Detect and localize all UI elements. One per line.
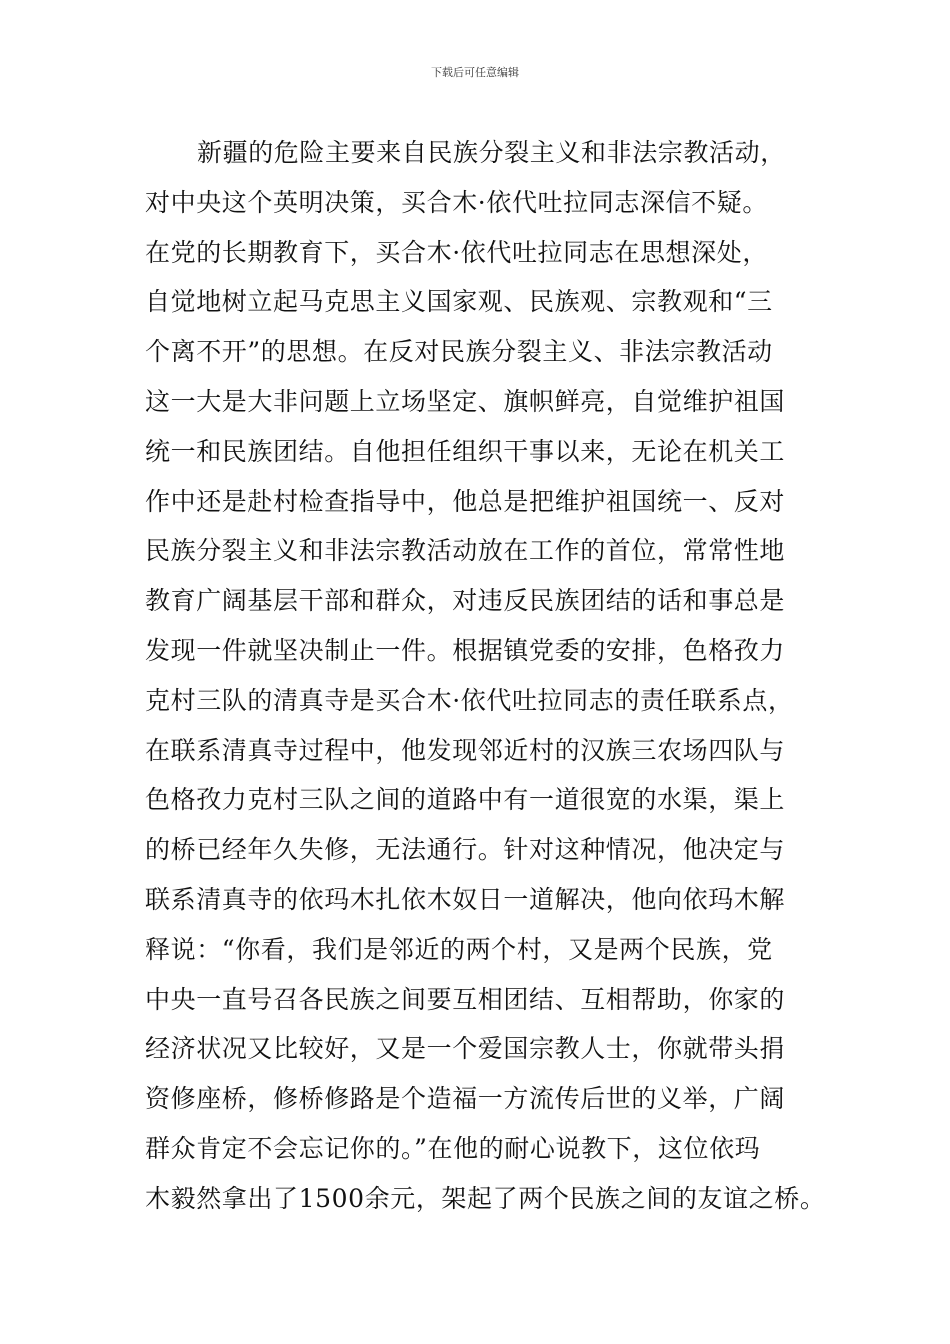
document-body (145, 128, 835, 1224)
page-header: 下载后可任意编辑 (431, 66, 519, 79)
text-line: 经济状况又比较好，又是一个爱国宗教人士，你就带头捐 (145, 1034, 786, 1064)
text-line: 在党的长期教育下，买合木·依代吐拉同志在思想深处， (145, 237, 768, 267)
text-line: 木毅然拿出了1500余元，架起了两个民族之间的友谊之桥。 (145, 1183, 826, 1213)
text-line: 资修座桥，修桥修路是个造福一方流传后世的义举，广阔 (145, 1084, 786, 1114)
text-line: 色格孜力克村三队之间的道路中有一道很宽的水渠，渠上 (145, 785, 786, 815)
text-line: 新疆的危险主要来自民族分裂主义和非法宗教活动， (197, 138, 786, 167)
text-line: 个离不开”的思想。在反对民族分裂主义、非法宗教活动 (145, 337, 773, 367)
text-line: 教育广阔基层干部和群众，对违反民族团结的话和事总是 (145, 586, 786, 616)
text-line: 克村三队的清真寺是买合木·依代吐拉同志的责任联系点， (145, 685, 794, 715)
text-line: 作中还是赴村检查指导中，他总是把维护祖国统一、反对 (145, 486, 786, 516)
text-line: 群众肯定不会忘记你的。”在他的耐心说教下，这位依玛 (145, 1133, 761, 1163)
text-line: 这一大是大非问题上立场坚定、旗帜鲜亮，自觉维护祖国 (145, 386, 786, 416)
text-line: 发现一件就坚决制止一件。根据镇党委的安排，色格孜力 (145, 635, 786, 665)
text-line: 的桥已经年久失修，无法通行。针对这种情况，他决定与 (145, 835, 786, 865)
text-line: 自觉地树立起马克思主义国家观、民族观、宗教观和“三 (145, 287, 773, 317)
text-line: 中央一直号召各民族之间要互相团结、互相帮助，你家的 (145, 984, 786, 1014)
text-line: 联系清真寺的依玛木扎依木奴日一道解决，他向依玛木解 (145, 884, 786, 914)
text-line: 在联系清真寺过程中，他发现邻近村的汉族三农场四队与 (145, 735, 786, 765)
text-line: 对中央这个英明决策，买合木·依代吐拉同志深信不疑。 (145, 187, 768, 217)
text-line: 释说：“你看，我们是邻近的两个村，又是两个民族，党 (145, 934, 773, 964)
text-line: 民族分裂主义和非法宗教活动放在工作的首位，常常性地 (145, 536, 786, 566)
text-line: 统一和民族团结。自他担任组织干事以来，无论在机关工 (145, 436, 786, 466)
